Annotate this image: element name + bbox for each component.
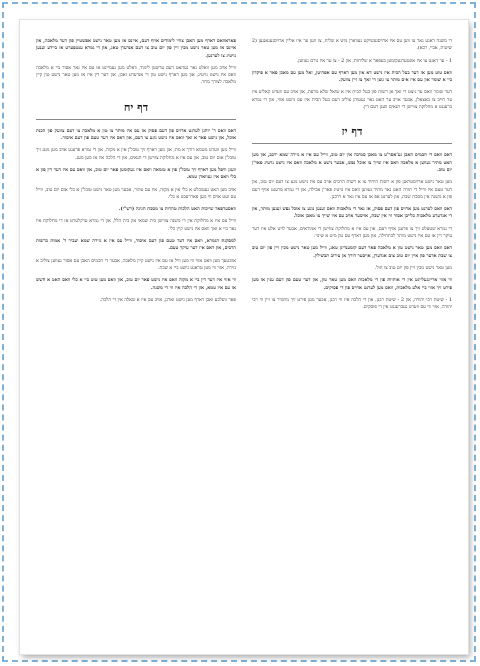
paragraph: דאס וואס לערנט מען ארויס פון דעם פסוק, אז נאר די מלאכות וואס זענען נוגע צו אוכל נפש זענען מותר, און די אנדערע מלאכות בלייבן אסור ווי אין שבת, אויסער אויב עס איז שייך צו מאכן אוכל. — [252, 207, 452, 220]
paragraph: 1 - שיטת רבי יהודה, און 2 - שיטת רבנן, און די הלכה איז ווי רבנן, אבער מען פירט זיך מחמיר צו זיין ווי רבי יהודה, אזוי ווי עס ווערט געברענגט אין די פוסקים. — [252, 297, 452, 311]
paragraph: למסקנת הגמרא, וואס איז דער טעם פון דעם איסור, ווייל עס איז א גזירה שמא יעביר ד' אמות ברשות הרבים, און דאס איז דער עיקר טעם. — [36, 239, 236, 252]
paragraph: אוונטעך מען וואט אזוי ווי מען וויל אז עס איז נישט קיין מלאכה, אבער די חכמים האבן עס אסור געווען צוליב א גזירה, אזוי ווי מען טראגט נישט ביי א שבת. — [36, 258, 236, 271]
paragraph: ווי אזוי אריינגעלייגט אין די אותיות פון די מלאכות וואס מען טאר טון, און דער טעם פון דעם ענין אז מען פירט זיך אזוי ביי אלע מלאכות, וואס מען לערנט ארויס פון די פסוקים. — [252, 278, 452, 291]
paragraph: ווייל מען ווערט מטמא דורך א מת, און מען דארף זיך טובל'ן אין א מקוה, און די גמרא פרעגט אויב מען מעג זיך טובל'ן אום יום טוב, און עס איז א מחלוקת צווישן די תנאים, און די הלכה איז אז מען מעג. — [36, 148, 236, 161]
paragraph: ווייל עס איז א מחלוקת אין די משנה צווישן בית שמאי און בית הלל, און די גמרא ערקלערט אז די מחלוקת איז נאר ביי א זאך וואס איז נישט קיין כלי. — [36, 219, 236, 232]
page-frame — [2, 2, 476, 662]
paragraph: דאס וואס ר' יוחנן לערנט ארויס פון דעם פסוק אז עס איז מותר צו טון א מלאכה צו דעם צוועק פון הכנת אוכל, און נישט פאר א זאך וואס איז נישט נוגע צו דעם, און דאס איז דער טעם פון דעם איסור. — [36, 128, 236, 142]
paragraph: די משנה דאגט נאר צו ווען עס איז ארויסגעשיקט געווארן מיט א שליח, צו ווען ער איז אליין ארויסגעגאנגען (2 שיטות, אביי, רבא). — [252, 39, 452, 52]
left-top-paragraphs — [36, 38, 236, 87]
paragraph: פאראוואס דארף מען האבן צוויי לימודים אויף דעם, איינס אז מען טאר נישט אפשטיין פון דער מלאכה, און איינס אז מען טאר נישט מכין זיין פון יום טוב צו דעם אנדערן טאג, און די גמרא ענטפערט אז ביידע זענען נויטיג צו לערנען. — [36, 39, 236, 59]
paragraph: ווייל אויב מען וואלט נאר געהאט דעם ערשטן לימוד, וואלט מען געמיינט אז עס איז נאר אסור ביי א מלאכה וואס איז נישט נויטיג, און מען דארף נישט טון די אנדערע זאכן, און דער דין איז אז מען טאר נישט טון קיין מלאכה לצורך מחר. — [36, 65, 236, 86]
paragraph: 1 - ער דאגט צו איז אונטערגעקומען בעפאר א שליחות, און 2 - צו ער איז גורם געווען. — [296, 58, 452, 64]
paragraph: דאס וואס די חכמים האבן גע'אסר'ט צו מאכן סמיכה אין יום טוב, ווייל עס איז א גזירה שמא ירכב, און מען האט מתיר געווען א מלאכה וואס איז שייך צו אוכל נפש, אבער נישט א מלאכה וואס איז נישט נויטיג פאר'ן יום טוב. — [252, 153, 452, 173]
right-column — [252, 38, 452, 640]
paragraph: מען טאר נישט מכין זיין פון יום טוב צו חול. — [374, 265, 452, 271]
daf-header-17: דף יז — [252, 125, 452, 144]
paragraph: דער שומר וואס ער ניצט די זאך אן רשות פון בעל הבית איז א שואל שלא מדעת, און אויב עס ווערט קאליע איז ער חייב צו באצאלן, אבער אויב ער האט נאר געטוהן צוליב דעם בעל הבית איז עס נישט אזוי, און די גמרא ברענגט א מחלוקת צווישן די תנאים וועגן דעם דין. — [252, 90, 452, 111]
paragraph: וואסערפאר שייכות האט הלכות טהרות צו מסכת חגיגה (רש"י). — [118, 207, 236, 213]
document-page — [20, 20, 468, 654]
paragraph: ווי אזוי איז דער דין ביי א מקוה וואס איז נישט פאר יום טוב, און וואס מען טוט ביי א כלי וואס האט א חשש אז עס איז טמא, און די הלכה איז ווי די משנה. — [36, 278, 236, 291]
paragraph: פאר וועלכע זאכן דארף מען נישט זארגן, אויב עס איז א שאלה אין די הלכה. — [99, 297, 236, 303]
paragraph: וועגן וויפל מען דארף זיך טובל'ן פון א טומאה וואס איז געקומען פאר יום טוב, און וואס עס איז דער דין פון א כלי וואס איז געווארן טמא. — [36, 167, 236, 181]
paragraph: מען טאר נישט ארויסטראגן פון א רשות היחיד צו א רשות הרבים אויב עס איז נישט נוגע צו דעם יום טוב, און דער טעם איז ווייל די תורה האט נאר מתיר געווען וואס איז נויטיג פאר'ן אכילה, און די גמרא פרעגט אויף דעם פון א משנה אין מסכת שבת, און לערנט אפ אז עס איז נאר א דרבנן. — [252, 180, 452, 200]
paragraph: וואס טוט מען אז דער בעל הבית איז נישט דא און מען דארף עס אפהיטן, זאל מען עס מאכן פאר א פיקדון ביי א שומר און עס איז אים מותר צו נוצן די זאך צו זיין צוועק. — [252, 70, 452, 84]
paragraph: דאס וואס מען טאר נישט טון א מלאכה פאר דעם קומענדיגן טאג, ווייל מען טאר נישט מכין זיין פון יום טוב צו שבת אדער פון איין יום טוב צום אנדערן, אויסער דורך אן עירוב תבשילין. — [252, 246, 452, 259]
right-bottom-paragraphs — [252, 152, 452, 311]
right-top-paragraphs — [252, 38, 452, 111]
left-column — [36, 38, 236, 640]
paragraph: אויב מען האט געטובלט א כלי אין א מקוה, איז עס טהור, אבער מען טאר נישט טובל'ן א כלי אום יום טוב, ווייל עס זעט אויס ווי מען פאררעכט א כלי. — [36, 187, 236, 200]
left-bottom-paragraphs — [36, 128, 236, 304]
daf-header-18: דף יח — [36, 101, 236, 120]
paragraph: די גמרא שטעלט זיך צו פרעגן אויף דעם, און עס איז א מחלוקת צווישן די אמוראים, אבער לויט אלע איז דער עיקר דין אז עס איז נישט מותר לכתחילה, און מען דארף עס טון מיט א שינוי. — [252, 226, 452, 240]
